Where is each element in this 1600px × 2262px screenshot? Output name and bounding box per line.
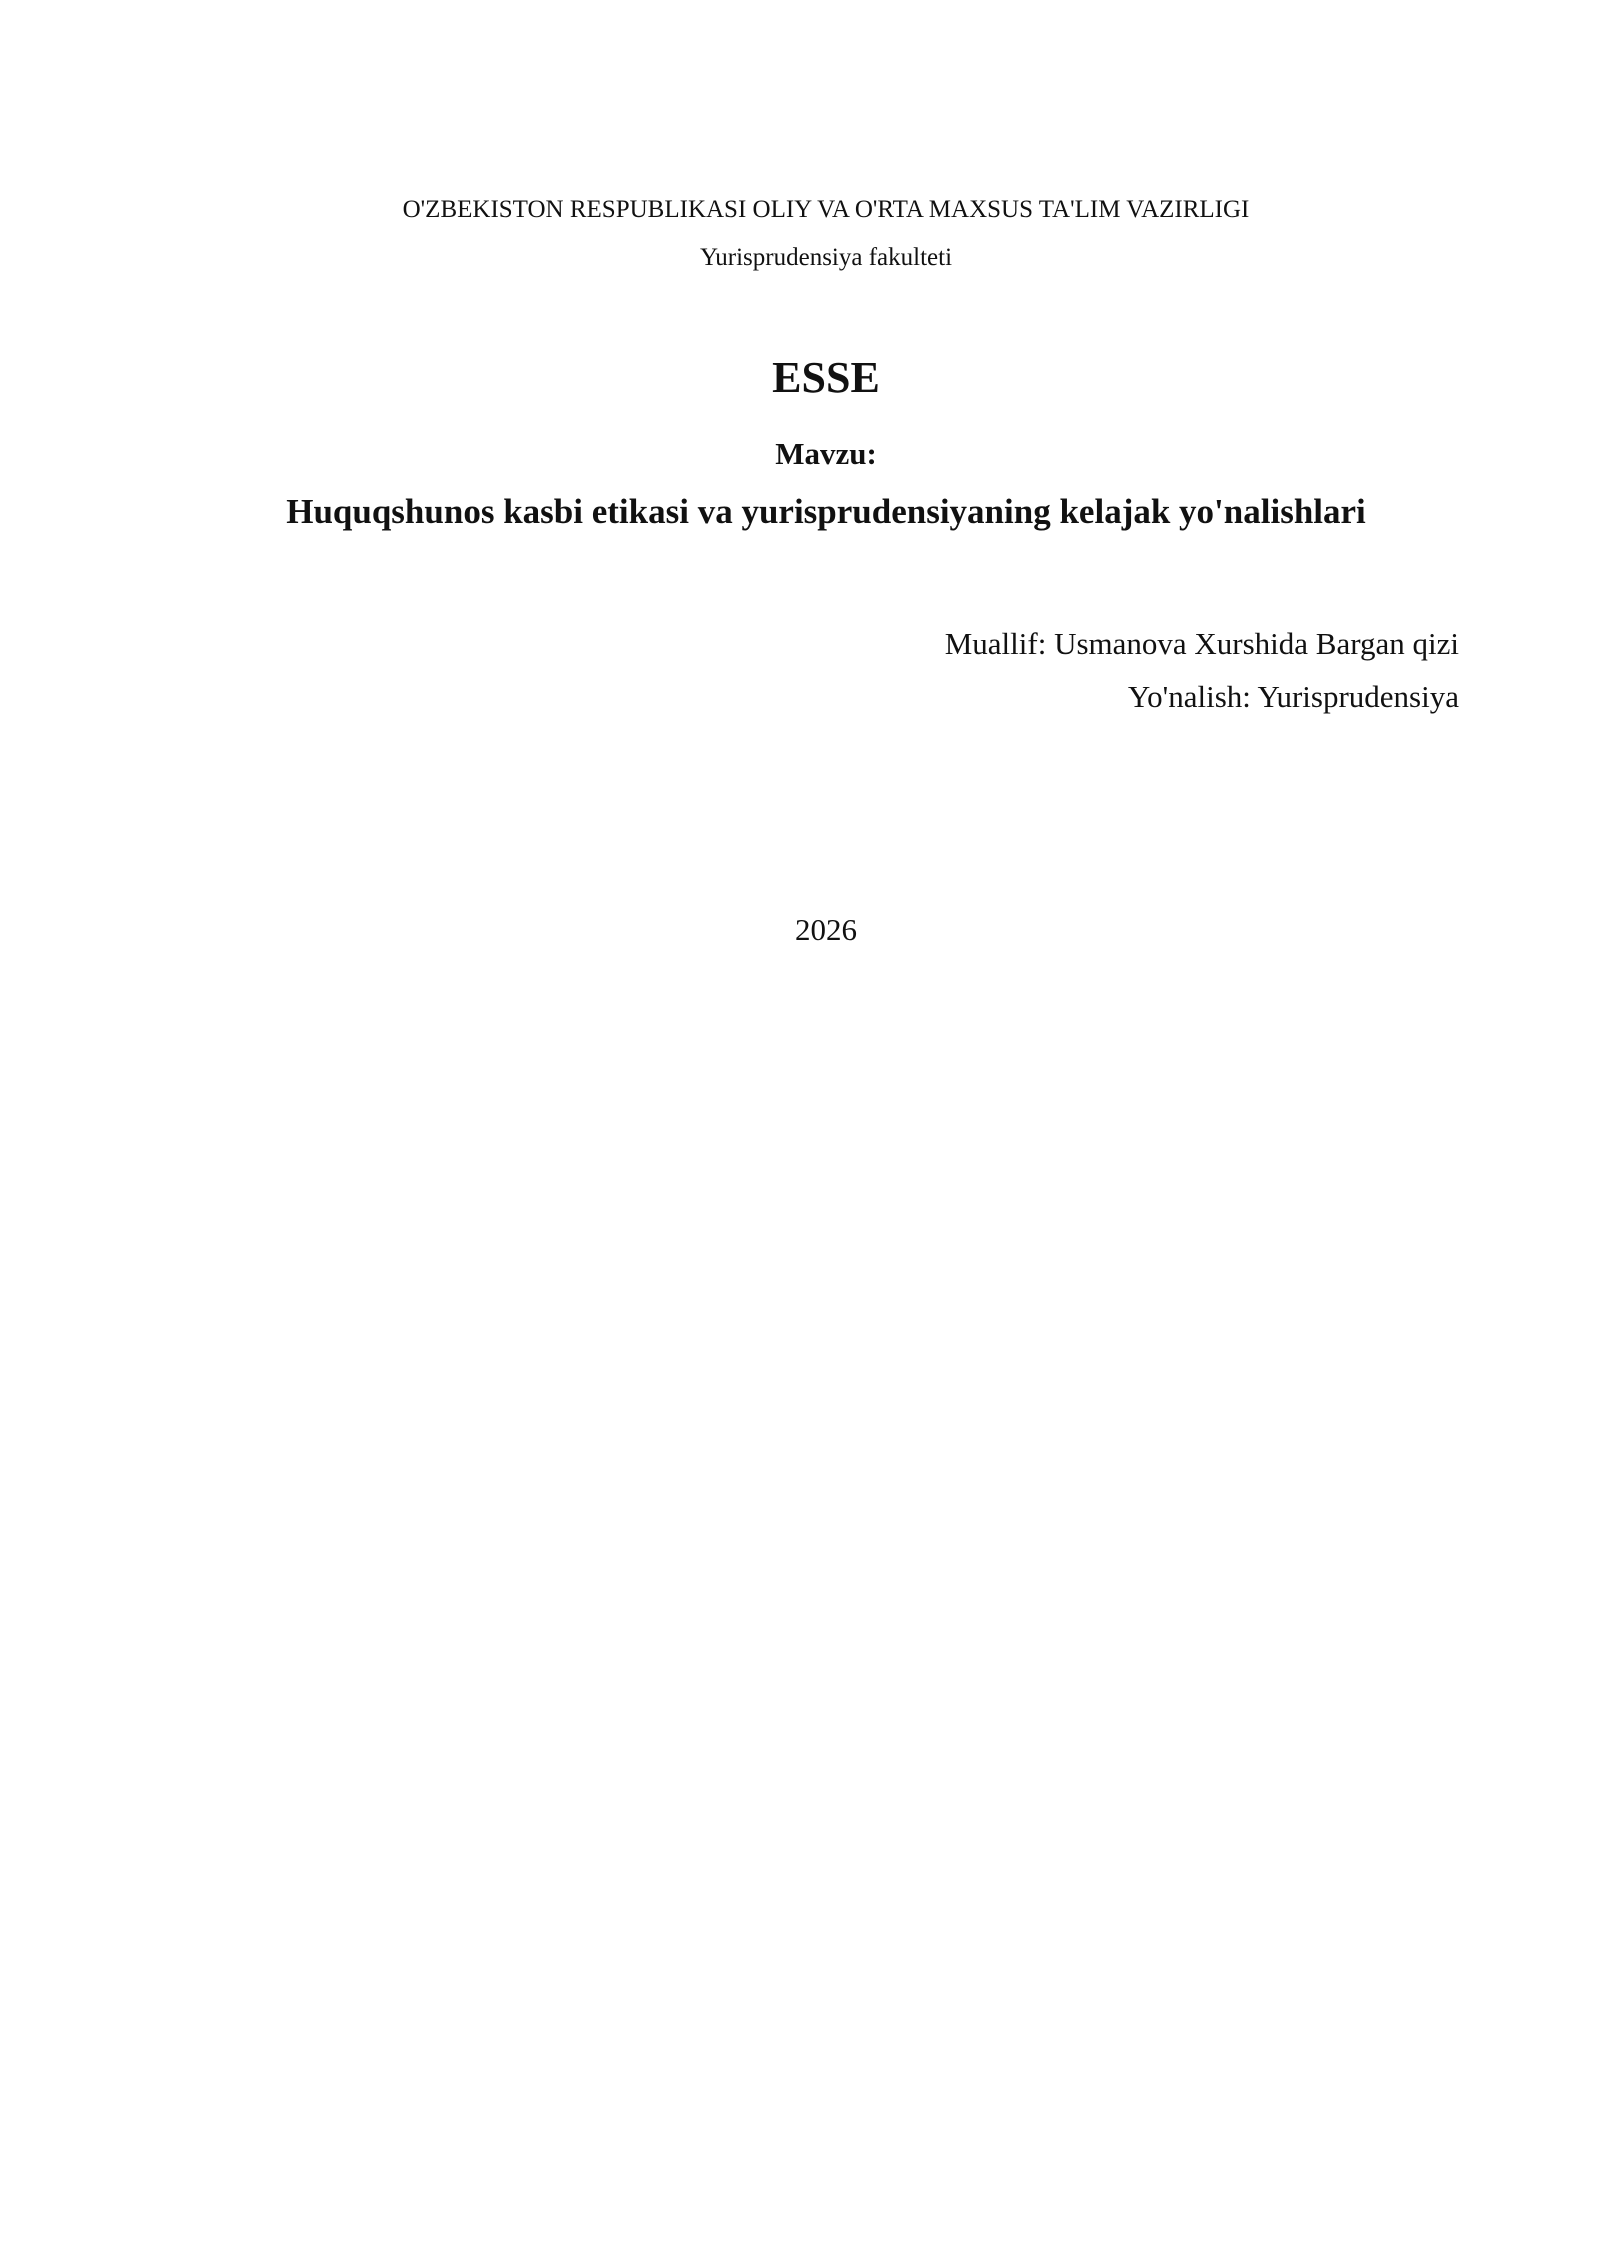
direction-line: Yo'nalish: Yurisprudensiya: [1127, 679, 1459, 714]
faculty-name: Yurisprudensiya fakulteti: [699, 244, 953, 271]
author-line: Muallif: Usmanova Xurshida Bargan qizi: [944, 626, 1459, 661]
year: 2026: [795, 912, 857, 947]
document-type-title: ESSE: [772, 353, 880, 402]
topic-title: Huquqshunos kasbi etikasi va yurisprudensiyaning kelajak yo'nalishlari: [286, 492, 1366, 531]
topic-label: Mavzu:: [775, 436, 877, 471]
ministry-heading: O'ZBEKISTON RESPUBLIKASI OLIY VA O'RTA MAXSUS TA'LIM VAZIRLIGI: [402, 196, 1250, 223]
